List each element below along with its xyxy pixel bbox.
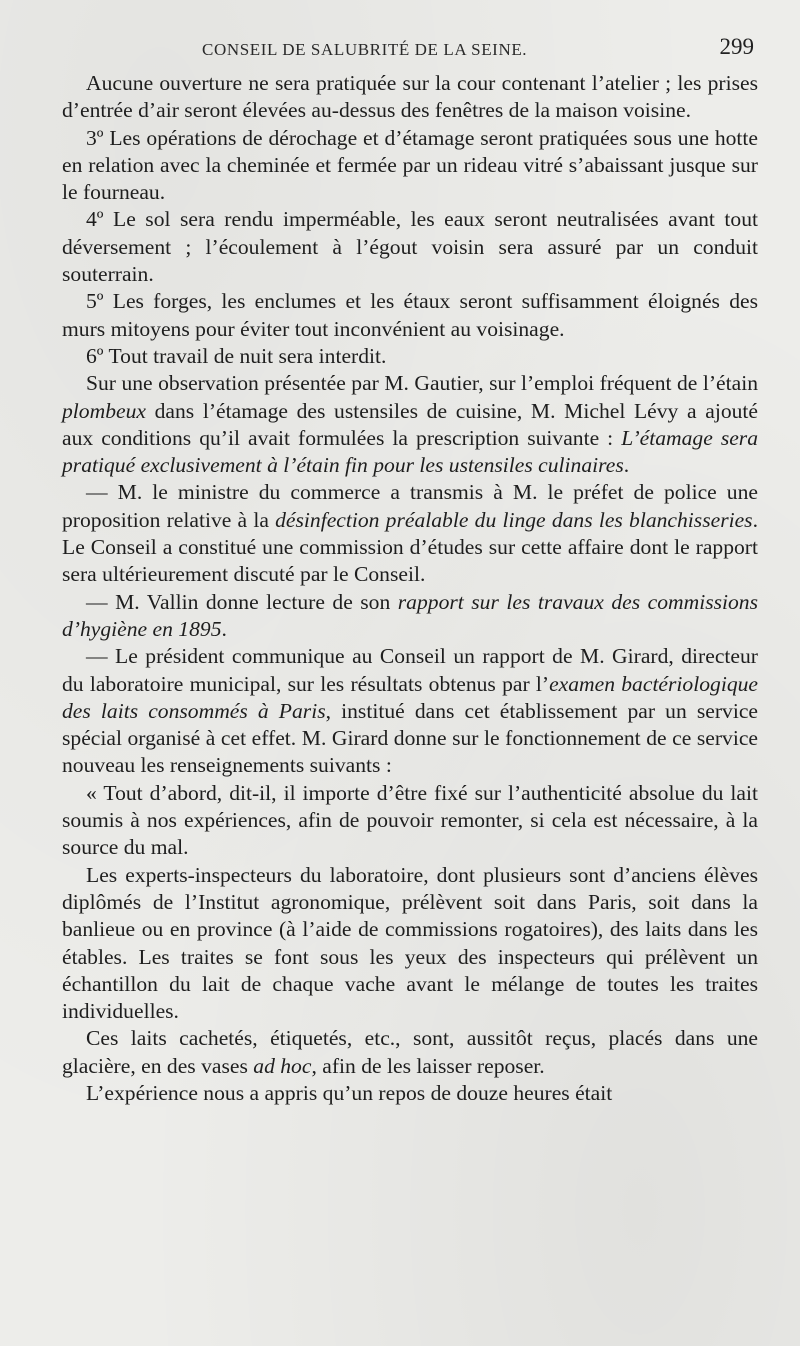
text-run: . Le Conseil a constitué une commission d’études sur cette affaire dont le rapport sera ultérieurement discuté par le Conseil.	[62, 507, 758, 587]
text-run: 6º Tout travail de nuit sera interdit.	[86, 343, 387, 368]
text-run: dans l’étamage des ustensiles de cuisine, M. Michel Lévy a ajouté aux conditions qu’il avait formulées la prescription suivante :	[62, 398, 758, 450]
paragraph	[62, 643, 758, 779]
italic-text: plombeux	[62, 398, 146, 423]
paragraph	[62, 206, 758, 288]
text-run: , afin de les laisser reposer.	[311, 1053, 545, 1078]
italic-text: examen bactériologique des laits consommés à Paris	[62, 671, 758, 723]
text-run: Aucune ouverture ne sera pratiquée sur la cour contenant l’atelier ; les prises d’entrée d’air seront élevées au-dessus des fenêtres de la maison voisine.	[62, 71, 758, 123]
text-run: 3º Les opérations de dérochage et d’étamage seront pratiquées sous une hotte en relation avec la cheminée et fermée par un rideau vitré s’abaissant jusque sur le fourneau.	[62, 125, 758, 205]
paragraph	[62, 288, 758, 343]
text-run: « Tout d’abord, dit-il, il importe d’être fixé sur l’authenticité absolue du lait soumis à nos expériences, afin de pouvoir remonter, si cela est nécessaire, à la source du mal.	[62, 780, 758, 860]
text-run: L’expérience nous a appris qu’un repos de douze heures était	[86, 1080, 613, 1105]
text-run: Ces laits cachetés, étiquetés, etc., sont, aussitôt reçus, placés dans une glacière, en des vases	[62, 1026, 758, 1078]
text-run: 4º Le sol sera rendu imperméable, les eaux seront neutralisées avant tout déversement ; l’écoulement à l’égout voisin sera assuré par un conduit souterrain.	[62, 207, 758, 287]
text-run: — M. le ministre du commerce a transmis à M. le préfet de police une proposition relative à la	[62, 480, 758, 532]
paragraph	[62, 780, 758, 862]
paragraph	[62, 70, 758, 125]
page-number: 299	[719, 34, 754, 59]
paragraph	[62, 125, 758, 207]
paragraph	[62, 589, 758, 644]
text-run: .	[221, 616, 227, 641]
paragraph	[62, 1025, 758, 1080]
page-header	[62, 34, 758, 70]
italic-text: rapport sur les travaux des commissions d’hygiène en 1895	[62, 589, 758, 641]
paragraph	[62, 370, 758, 479]
italic-text: désinfection préalable du linge dans les blanchisseries	[275, 507, 753, 532]
paragraph	[62, 862, 758, 1026]
text-run: , institué dans cet établissement par un service spécial organisé à cet effet. M. Girard donne sur le fonctionnement de ce service nouveau les renseignements suivants :	[62, 698, 758, 778]
text-run: Sur une observation présentée par M. Gautier, sur l’emploi fréquent de l’étain	[86, 371, 758, 396]
body-text	[62, 70, 758, 1107]
text-run: 5º Les forges, les enclumes et les étaux seront suffisamment éloignés des murs mitoyens pour éviter tout inconvénient au voisinage.	[62, 289, 758, 341]
paragraph	[62, 479, 758, 588]
text-run: Les experts-inspecteurs du laboratoire, dont plusieurs sont d’anciens élèves diplômés de l’Institut agronomique, prélèvent soit dans Paris, soit dans la banlieue ou en province (à l’aide de commissions rogatoires), des laits dans les étables. Les traites se font sous les yeux des inspecteurs qui prélèvent un échantillon du lait de chaque vache avant le mélange de toutes les traites individuelles.	[62, 862, 758, 1024]
running-head: CONSEIL DE SALUBRITÉ DE LA SEINE.	[202, 40, 528, 59]
text-run: .	[623, 453, 630, 478]
paragraph	[62, 1080, 758, 1107]
italic-text: L’étamage sera pratiqué exclusivement à l’étain fin pour les ustensiles culinaires	[62, 425, 759, 478]
text-run: — M. Vallin donne lecture de son	[86, 589, 398, 614]
text-run: — Le président communique au Conseil un rapport de M. Girard, directeur du laboratoire municipal, sur les résultats obtenus par l’	[62, 644, 758, 696]
italic-text: ad hoc	[253, 1053, 312, 1078]
paragraph	[62, 343, 758, 370]
